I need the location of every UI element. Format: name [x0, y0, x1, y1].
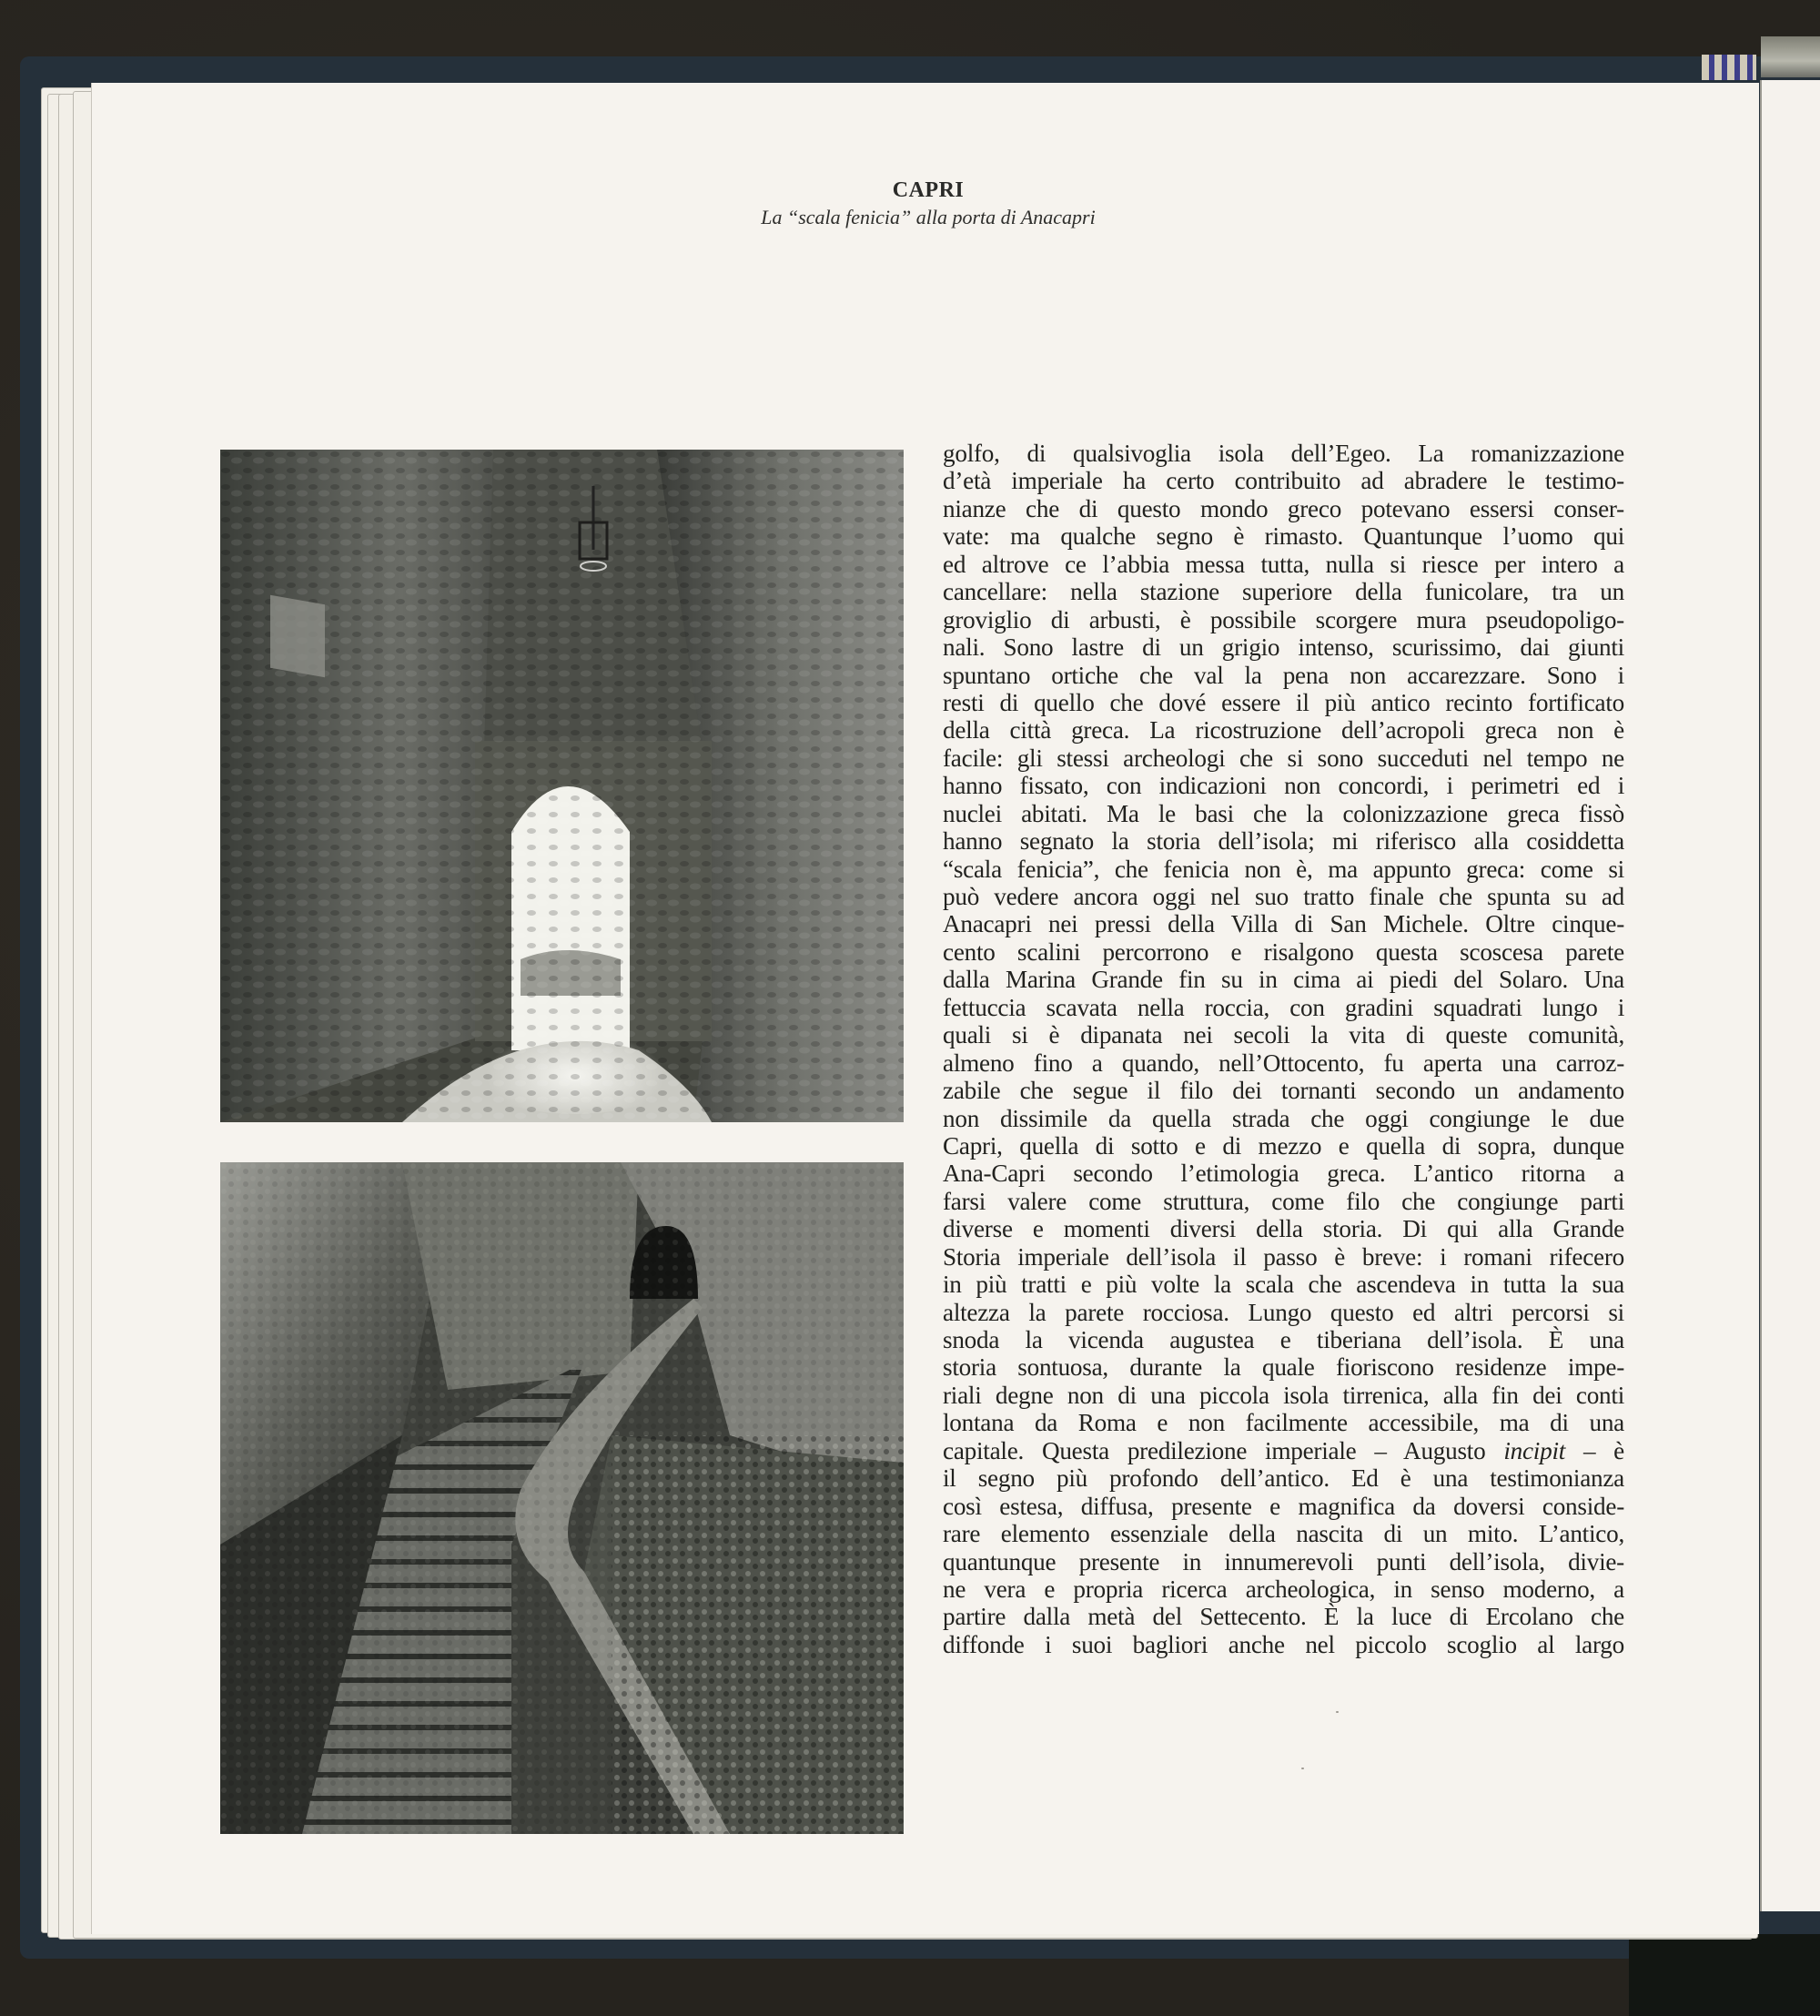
- body-text: [943, 440, 1624, 1658]
- text-line: facile: gli stessi archeologi che si sono succeduti nel tempo ne: [943, 744, 1624, 772]
- text-line: può vedere ancora oggi nel suo tratto finale che spunta su ad: [943, 883, 1624, 910]
- text-line: diverse e momenti diversi della storia. Di qui alla Grande: [943, 1215, 1624, 1243]
- staircase-image: [220, 1162, 904, 1834]
- text-line: almeno fino a quando, nell’Ottocento, fu aperta una carroz-: [943, 1049, 1624, 1077]
- text-line: riali degne non di una piccola isola tirrenica, alla fin dei conti: [943, 1381, 1624, 1409]
- book-headband: [1702, 55, 1756, 80]
- text-line: fettuccia scavata nella roccia, con gradini squadrati lungo i: [943, 993, 1624, 1021]
- text-line: così estesa, diffusa, presente e magnifica da doversi conside-: [943, 1492, 1624, 1520]
- facing-page: [1760, 80, 1820, 1911]
- text-line: cento scalini percorrono e risalgono questa scoscesa parete: [943, 937, 1624, 966]
- text-line: golfo, di qualsivoglia isola dell’Egeo. La romanizzazione: [943, 440, 1624, 467]
- text-line: altezza la parete rocciosa. Lungo questo ed altri percorsi si: [943, 1298, 1624, 1326]
- incipit-before: capitale. Questa predilezione imperiale – Augusto: [943, 1436, 1504, 1464]
- text-line: vate: ma qualche segno è rimasto. Quantunque l’uomo qui: [943, 522, 1624, 551]
- page-subtitle: La “scala fenicia” alla porta di Anacapri: [761, 206, 1096, 228]
- paper-speck: [1301, 1768, 1304, 1769]
- text-line: d’età imperiale ha certo contribuito ad abradere le testimo-: [943, 467, 1624, 495]
- incipit-after: – è: [1565, 1436, 1624, 1464]
- text-line: in più tratti e più volte la scala che ascendeva in tutta la sua: [943, 1271, 1624, 1299]
- text-line: zabile che segue il filo dei tornanti secondo un andamento: [943, 1077, 1624, 1105]
- text-line: ne vera e propria ricerca archeologica, in senso moderno, a: [943, 1575, 1624, 1603]
- text-line: resti di quello che dové essere il più antico recinto fortificato: [943, 688, 1624, 716]
- text-line: cancellare: nella stazione superiore della funicolare, tra un: [943, 578, 1624, 606]
- archway-image: [220, 450, 904, 1122]
- photo-archway: [220, 450, 904, 1122]
- text-line: spuntano ortiche che val la pena non accarezzare. Sono i: [943, 661, 1624, 689]
- text-line: non dissimile da quella strada che oggi congiunge le due: [943, 1104, 1624, 1132]
- text-line: rare elemento essenziale della nascita di un mito. L’antico,: [943, 1520, 1624, 1548]
- text-line: ed altrove ce l’abbia messa tutta, nulla si riesce per intero a: [943, 550, 1624, 578]
- text-line: Capri, quella di sotto e di mezzo e quella di sopra, dunque: [943, 1131, 1624, 1160]
- text-line: nuclei abitati. Ma le basi che la colonizzazione greca fissò: [943, 799, 1624, 827]
- paper-speck: [1336, 1711, 1339, 1713]
- text-line: quali si è dipanata nei secoli la vita di queste comunità,: [943, 1021, 1624, 1049]
- right-page-edge-top: [1761, 36, 1820, 77]
- text-line: lontana da Roma e non facilmente accessibile, ma di una: [943, 1409, 1624, 1437]
- text-line-incipit: [943, 1437, 1624, 1464]
- text-line: snoda la vicenda augustea e tiberiana dell’isola. È una: [943, 1326, 1624, 1353]
- text-line: groviglio di arbusti, è possibile scorgere mura pseudopoligo-: [943, 605, 1624, 633]
- incipit-italic: incipit: [1503, 1436, 1566, 1464]
- text-line: farsi valere come struttura, come filo che congiunge parti: [943, 1187, 1624, 1215]
- text-line: dalla Marina Grande fin su in cima ai piedi del Solaro. Una: [943, 966, 1624, 994]
- text-line: il segno più profondo dell’antico. Ed è una testimonianza: [943, 1464, 1624, 1493]
- page-title: CAPRI: [892, 178, 965, 202]
- photo-staircase: [220, 1162, 904, 1834]
- text-line: diffonde i suoi bagliori anche nel piccolo scoglio al largo: [943, 1630, 1624, 1658]
- cover-shadow: [1629, 1934, 1820, 2016]
- text-line: della città greca. La ricostruzione dell’acropoli greca non è: [943, 716, 1624, 745]
- text-line: nali. Sono lastre di un grigio intenso, scurissimo, dai giunti: [943, 633, 1624, 662]
- text-line: quantunque presente in innumerevoli punti dell’isola, divie-: [943, 1547, 1624, 1575]
- text-line: partire dalla metà del Settecento. È la luce di Ercolano che: [943, 1603, 1624, 1631]
- text-line: Ana-Capri secondo l’etimologia greca. L’antico ritorna a: [943, 1160, 1624, 1188]
- text-line: nianze che di questo mondo greco potevano essersi conser-: [943, 494, 1624, 522]
- text-line: Storia imperiale dell’isola il passo è breve: i romani rifecero: [943, 1242, 1624, 1271]
- text-line: hanno fissato, con indicazioni non concordi, i perimetri ed i: [943, 772, 1624, 800]
- text-line: storia sontuosa, durante la quale fioriscono residenze impe-: [943, 1353, 1624, 1382]
- text-line: hanno segnato la storia dell’isola; mi riferisco alla cosiddetta: [943, 827, 1624, 856]
- text-line: Anacapri nei pressi della Villa di San Michele. Oltre cinque-: [943, 910, 1624, 938]
- text-line: “scala fenicia”, che fenicia non è, ma appunto greca: come si: [943, 855, 1624, 883]
